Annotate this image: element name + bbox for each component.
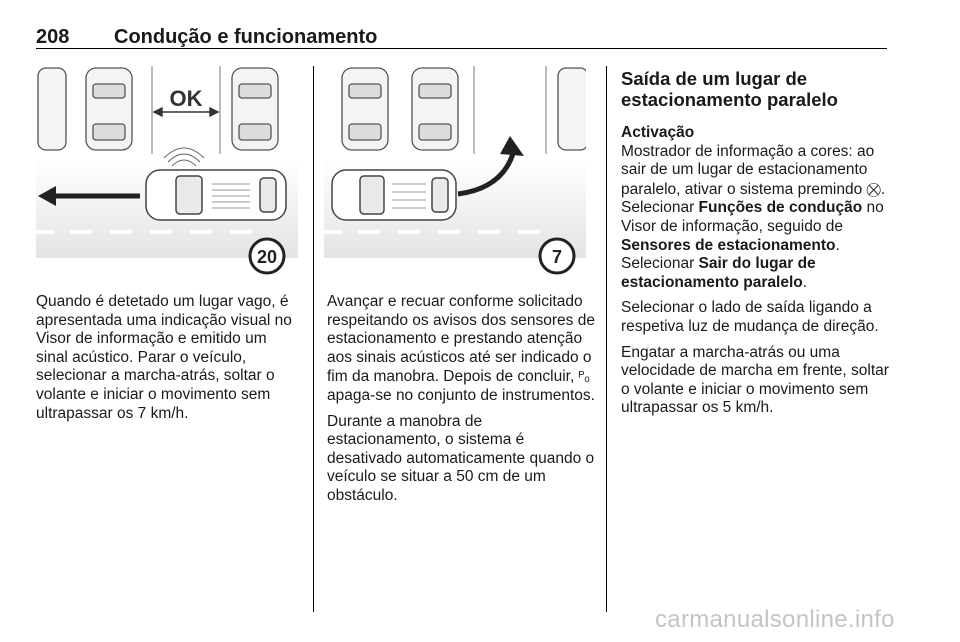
- paragraph: Engatar a marcha-atrás ou uma velocidade de marcha em frente, soltar o volante e iniciar o movimento sem ultrapassar os 5 km/h.: [621, 343, 889, 417]
- parked-cars: [342, 68, 586, 150]
- header-rule: [36, 48, 887, 49]
- paragraph: Quando é detetado um lugar vago, é apresentada uma indicação visual no Visor de informação e emitido um sinal acústico. Parar o veículo, selecionar a marcha-atrás, soltar o volante e iniciar o movimento sem ultrapassar os 7 km/h.: [36, 293, 292, 422]
- watermark: carmanualsonline.info: [655, 606, 895, 633]
- driving-car: [146, 170, 286, 220]
- parked-car-left: [38, 68, 132, 150]
- parked-car-right: [232, 68, 278, 150]
- section-title: Condução e funcionamento: [114, 26, 378, 48]
- column-3: [621, 68, 891, 425]
- page-number: 208: [36, 26, 70, 48]
- parking-space-detected-illustration: [36, 66, 298, 286]
- paragraph: Avançar e recuar conforme solicitado respeitando os avisos dos sensores de estacionamento e prestando atenção aos sinais acústicos até ser indicado o fim da manobra. Depois de concluir, ᴾₒ apaga-se no conjunto de instrumentos.: [327, 293, 595, 404]
- section-heading: Saída de um lugar de estacionamento paralelo: [621, 68, 838, 110]
- steering-wheel-icon: ⛒: [866, 180, 881, 197]
- parking-assist-icon: ᴾₒ: [578, 368, 590, 385]
- figure-badge: [540, 239, 574, 273]
- page-header: [36, 22, 887, 50]
- column-2: [327, 293, 595, 513]
- paragraph: Durante a manobra de estacionamento, o sistema é desativado automaticamente quando o veículo se situar a 50 cm de um obstáculo.: [327, 412, 595, 504]
- subheading: Activação: [621, 124, 695, 141]
- parking-manoeuvre-illustration: [324, 66, 586, 286]
- svg-text:20: 20: [256, 247, 278, 267]
- svg-text:7: 7: [551, 247, 563, 267]
- figure-badge: [250, 239, 284, 273]
- column-1: [36, 293, 300, 430]
- paragraph: Mostrador de informação a cores: ao sair de um lugar de estacionamento paralelo, ativar o sistema premindo ⛒. Selecionar Funções de condução no Visor de informação, seguido de Sensores de estacionamento. Selecionar Sair do lugar de estacionamento paralelo.: [621, 142, 886, 291]
- manoeuvring-car: [332, 170, 456, 220]
- ok-label: OK: [169, 86, 203, 111]
- column-divider: [606, 66, 607, 612]
- paragraph: Selecionar o lado de saída ligando a respetiva luz de mudança de direção.: [621, 299, 879, 335]
- column-divider: [313, 66, 314, 612]
